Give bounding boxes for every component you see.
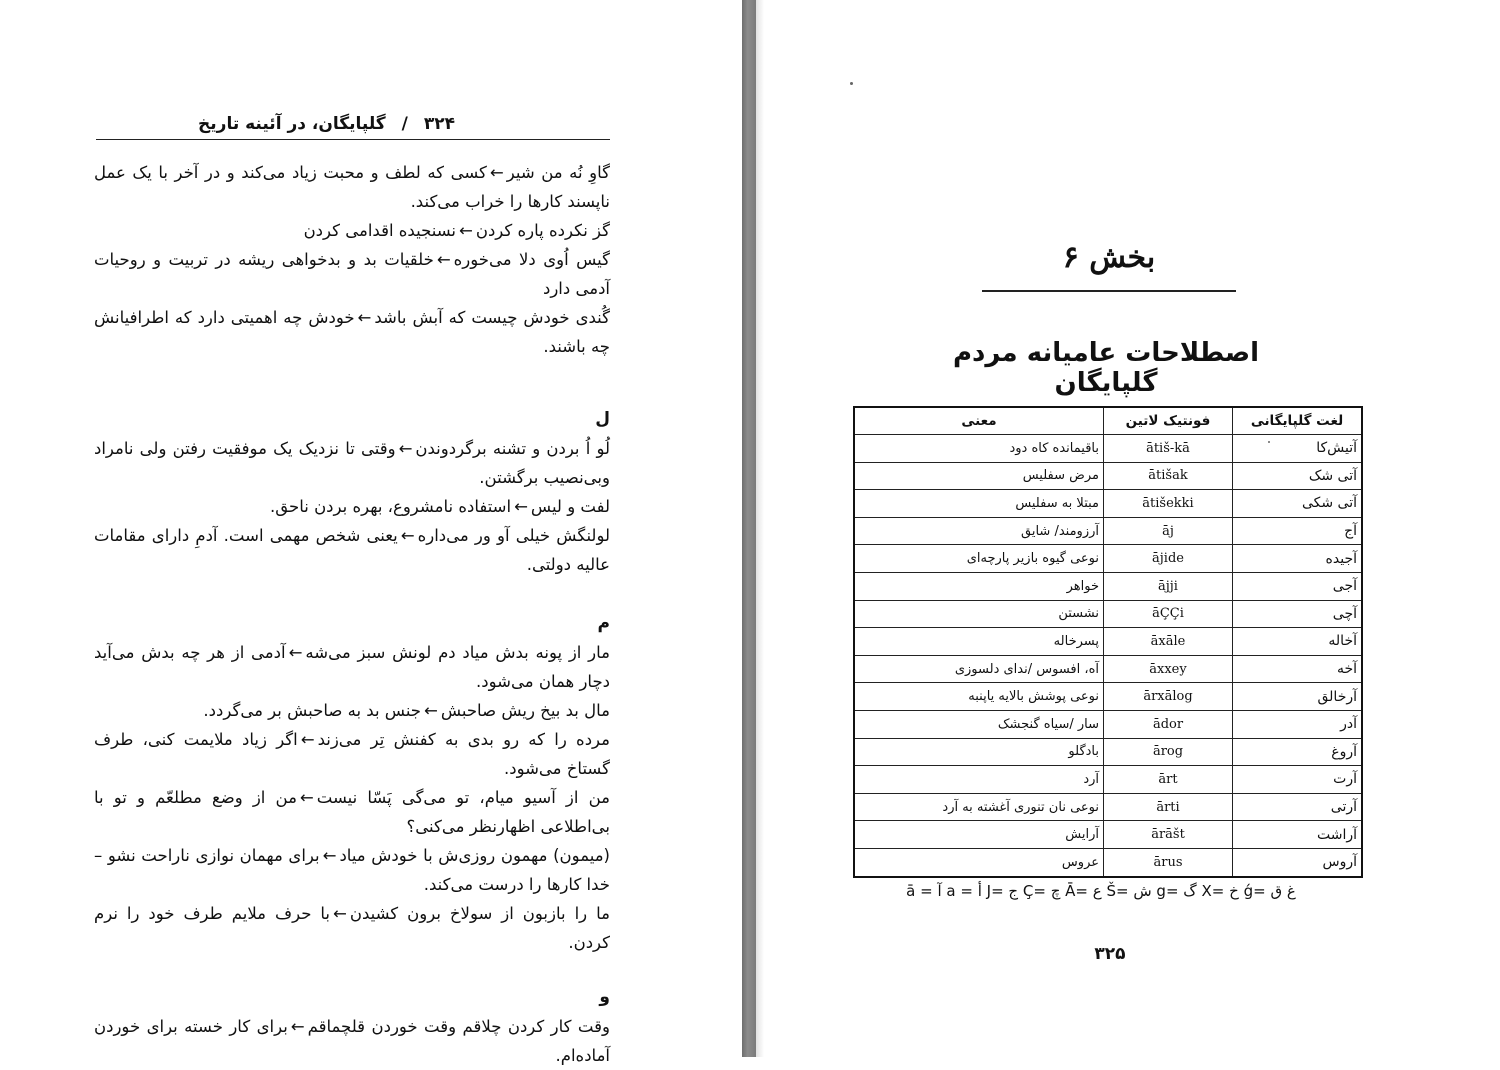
proverb-term: (میمون) مهمون روزی‌ش با خودش میاد — [339, 846, 610, 865]
table-row — [854, 435, 1362, 463]
arrow-icon: ← — [398, 439, 413, 458]
proverb-entry — [94, 899, 610, 957]
cell-meaning: نشستن — [854, 600, 1104, 628]
arrow-icon: ← — [514, 497, 528, 516]
proverbs-text — [94, 158, 610, 1070]
cell-meaning: عروس — [854, 848, 1104, 876]
proverb-meaning: نسنجیده اقدامی کردن — [303, 221, 457, 240]
chapter-title: اصطلاحات عامیانه مردم گلپایگان — [952, 338, 1260, 398]
proverb-entry — [94, 434, 610, 492]
cell-latin: āxxey — [1104, 655, 1233, 683]
arrow-icon: ← — [489, 163, 504, 182]
arrow-icon: ← — [400, 526, 415, 545]
cell-latin: ātišekki — [1104, 490, 1233, 518]
gutter-shadow — [756, 0, 764, 1057]
cell-meaning: آه، افسوس /ندای دلسوزی — [854, 655, 1104, 683]
header-latin: فونتیک لاتین — [1104, 407, 1233, 435]
cell-word: آتیش‌کا — [1233, 435, 1363, 463]
arrow-icon: ← — [333, 904, 347, 923]
cell-word: آج — [1233, 517, 1363, 545]
proverb-meaning: خودش چه اهمیتی دارد که اطرافیانش چه باشند. — [94, 308, 610, 356]
cell-word: آجیده — [1233, 545, 1363, 573]
cell-word: آتی شک — [1233, 462, 1363, 490]
cell-word: آخه — [1233, 655, 1363, 683]
table-row — [854, 738, 1362, 766]
table-row — [854, 655, 1362, 683]
cell-word: آرت — [1233, 766, 1363, 794]
arrow-icon: ← — [459, 221, 473, 240]
cell-latin: ārog — [1104, 738, 1233, 766]
proverb-entry — [94, 245, 610, 303]
cell-word: آتی شکی — [1233, 490, 1363, 518]
phonetic-key: ā = آ a = أ J= ج Ç= چ Ā= ع Š= ش g= گ X= خ ǵ= غ ق — [906, 882, 1296, 900]
cell-word: آخاله — [1233, 628, 1363, 656]
proverb-meaning: یعنی شخص مهمی است. آدمِ دارای مقامات عالیه دولتی. — [94, 526, 610, 574]
letter-heading-mim: م — [597, 613, 610, 633]
cell-latin: āÇÇi — [1104, 600, 1233, 628]
cell-meaning: مبتلا به سفلیس — [854, 490, 1104, 518]
cell-word: آراشت — [1233, 821, 1363, 849]
table-row — [854, 848, 1362, 876]
table-row — [854, 600, 1362, 628]
proverb-meaning: خلقیات بد و بدخواهی ریشه در تربیت و روحیات آدمی دارد — [94, 250, 610, 298]
table-row — [854, 490, 1362, 518]
cell-meaning: نوعی پوشش بالایه یاپنبه — [854, 683, 1104, 711]
proverb-meaning: استفاده نامشروع، بهره بردن ناحق. — [270, 497, 512, 516]
proverb-term: لفت و لیس — [530, 497, 610, 516]
header-word: لغت گلپایگانی — [1233, 407, 1363, 435]
proverb-meaning: کسی که لطف و محبت زیاد می‌کند و در آخر با یک عمل ناپسند کارها را خراب می‌کند. — [94, 163, 610, 211]
cell-word: آروس — [1233, 848, 1363, 876]
left-page — [0, 0, 742, 1065]
cell-meaning: آرد — [854, 766, 1104, 794]
proverb-meaning: جنس بد به صاحبش بر می‌گردد. — [203, 701, 421, 720]
proverb-term: گیس اُوی دلا می‌خوره — [453, 250, 610, 269]
table-row — [854, 683, 1362, 711]
cell-latin: ārxālog — [1104, 683, 1233, 711]
cell-latin: ārāšt — [1104, 821, 1233, 849]
letter-heading-vav: و — [599, 987, 610, 1007]
proverb-term: گز نکرده پاره کردن — [475, 221, 610, 240]
header-book-title: گلپایگان، در آئینه تاریخ — [198, 113, 386, 134]
proverb-term: لولنگش خیلی آو ور می‌داره — [417, 526, 611, 545]
cell-meaning: پسرخاله — [854, 628, 1104, 656]
cell-meaning: نوعی گیوه بازیر پارچه‌ای — [854, 545, 1104, 573]
cell-meaning: آرزومند/ شایق — [854, 517, 1104, 545]
proverb-meaning: برای کار خسته برای خوردن آماده‌ام. — [94, 1017, 610, 1065]
header-meaning: معنی — [854, 407, 1104, 435]
proverb-meaning: وقتی تا نزدیک یک موفقیت رفتن ولی نامراد وبی‌نصیب برگشتن. — [94, 439, 610, 487]
proverb-term: لُو اُ بردن و تشنه برگردوندن — [415, 439, 610, 458]
table-row — [854, 710, 1362, 738]
cell-meaning: خواهر — [854, 572, 1104, 600]
cell-latin: ātišak — [1104, 462, 1233, 490]
proverb-term: گاوِ نُه من شیر — [506, 163, 610, 182]
table-row — [854, 517, 1362, 545]
cell-meaning: نوعی نان تنوری آغشته به آرد — [854, 793, 1104, 821]
cell-meaning: آرایش — [854, 821, 1104, 849]
cell-meaning: باقیمانده کاه دود — [854, 435, 1104, 463]
arrow-icon: ← — [322, 846, 337, 865]
letter-heading-lam: ل — [595, 409, 610, 429]
book-gutter — [742, 0, 756, 1057]
glossary-table — [853, 406, 1363, 878]
section-heading: بخش ۶ — [982, 240, 1236, 292]
table-row — [854, 766, 1362, 794]
proverb-entry — [94, 783, 610, 841]
proverb-meaning: برای مهمان نوازی ناراحت نشو – خدا کارها را درست می‌کند. — [94, 846, 610, 894]
arrow-icon: ← — [436, 250, 451, 269]
cell-latin: āj — [1104, 517, 1233, 545]
cell-latin: ājji — [1104, 572, 1233, 600]
cell-word: آدر — [1233, 710, 1363, 738]
table-row — [854, 628, 1362, 656]
cell-latin: ātiš-kā — [1104, 435, 1233, 463]
proverb-term: وقت کار کردن چلاقم وقت خوردن قلچماقم — [307, 1017, 610, 1036]
proverb-entry — [94, 1012, 610, 1070]
proverb-entry — [94, 638, 610, 696]
arrow-icon: ← — [290, 1017, 305, 1036]
running-header — [96, 108, 610, 140]
proverb-entry — [94, 303, 610, 361]
cell-meaning: سار /سیاه گنجشک — [854, 710, 1104, 738]
header-page-number: ۳۲۴ — [423, 113, 455, 134]
proverb-meaning: من از وضع مطلعّم و تو با بی‌اطلاعی اظهارنظر می‌کنی؟ — [94, 788, 610, 836]
table-row — [854, 572, 1362, 600]
proverb-entry — [94, 492, 610, 521]
proverb-term: ما را بازبون از سولاخ برون کشیدن — [349, 904, 610, 923]
table-row — [854, 545, 1362, 573]
proverb-term: گُندی خودش چیست که آبش باشد — [374, 308, 610, 327]
cell-latin: ārt — [1104, 766, 1233, 794]
cell-latin: āxāle — [1104, 628, 1233, 656]
proverb-entry — [94, 158, 610, 216]
cell-word: آرخالق — [1233, 683, 1363, 711]
cell-word: آرتی — [1233, 793, 1363, 821]
proverb-term: مار از پونه بدش میاد دم لونش سبز می‌شه — [305, 643, 610, 662]
table-row — [854, 462, 1362, 490]
cell-latin: ārus — [1104, 848, 1233, 876]
page-number: ۳۲۵ — [1094, 944, 1126, 964]
proverb-term: مرده را که رو بدی به کفنش تِر می‌زند — [317, 730, 610, 749]
arrow-icon: ← — [357, 308, 372, 327]
table-row — [854, 821, 1362, 849]
cell-meaning: مرض سفلیس — [854, 462, 1104, 490]
cell-latin: ārti — [1104, 793, 1233, 821]
cell-meaning: بادگلو — [854, 738, 1104, 766]
proverb-entry — [94, 521, 610, 579]
header-separator: / — [401, 113, 408, 134]
proverb-entry — [94, 841, 610, 899]
proverb-meaning: آدمی از هر چه بدش می‌آید دچار همان می‌شود. — [94, 643, 610, 691]
proverb-term: من از آسیو میام، تو می‌گی پَسّا نیست — [316, 788, 610, 807]
cell-word: آجی — [1233, 572, 1363, 600]
scan-speck — [850, 82, 853, 85]
proverb-term: مال بد بیخ ریش صاحبش — [440, 701, 610, 720]
cell-latin: ājide — [1104, 545, 1233, 573]
table-row — [854, 793, 1362, 821]
arrow-icon: ← — [424, 701, 438, 720]
proverb-meaning: با حرف ملایم طرف خود را نرم کردن. — [94, 904, 610, 952]
cell-latin: ādor — [1104, 710, 1233, 738]
proverb-entry — [94, 696, 610, 725]
arrow-icon: ← — [299, 788, 314, 807]
proverb-entry — [94, 725, 610, 783]
arrow-icon: ← — [300, 730, 315, 749]
arrow-icon: ← — [288, 643, 303, 662]
cell-word: آچی — [1233, 600, 1363, 628]
proverb-meaning: اگر زیاد ملایمت کنی، طرف گستاخ می‌شود. — [94, 730, 610, 778]
cell-word: آروغ — [1233, 738, 1363, 766]
table-header-row — [854, 407, 1362, 435]
proverb-entry — [94, 216, 610, 245]
